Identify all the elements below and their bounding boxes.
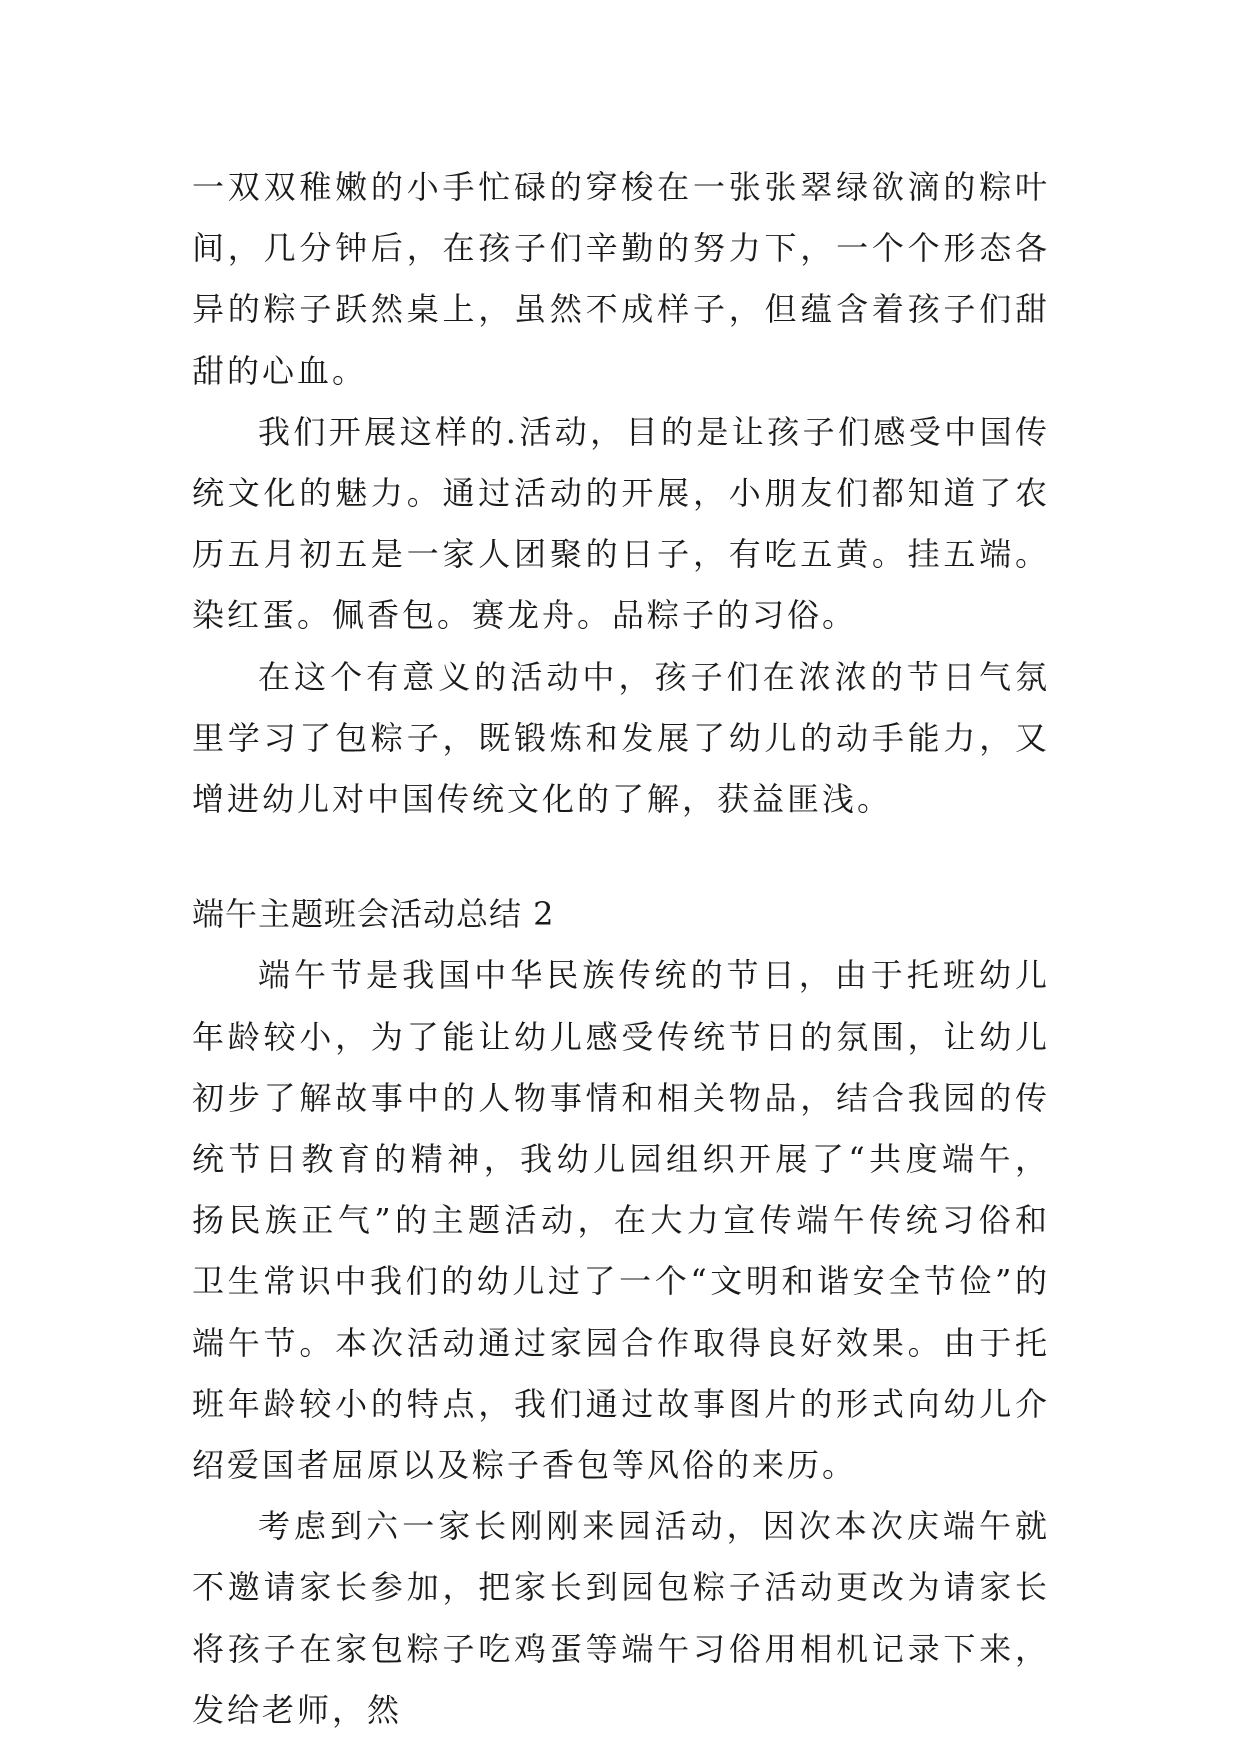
paragraph-activity-benefit: 在这个有意义的活动中，孩子们在浓浓的节日气氛里学习了包粽子，既锻炼和发展了幼儿的动手能力，又增进幼儿对中国传统文化的了解，获益匪浅。 [192, 657, 1050, 819]
paragraph-parent-participation: 考虑到六一家长刚刚来园活动，因次本次庆端午就不邀请家长参加，把家长到园包粽子活动更改为请家长将孩子在家包粽子吃鸡蛋等端午习俗用相机记录下来，发给老师，然 [192, 1507, 1050, 1729]
paragraph-festival-intro: 端午节是我国中华民族传统的节日，由于托班幼儿年龄较小，为了能让幼儿感受传统节日的氛围，让幼儿初步了解故事中的人物事情和相关物品，结合我园的传统节日教育的精神，我幼儿园组织开展了“共度端午，扬民族正气”的主题活动，在大力宣传端午传统习俗和卫生常识中我们的幼儿过了一个“文明和谐安全节俭”的端午节。本次活动通过家园合作取得良好效果。由于托班年龄较小的特点，我们通过故事图片的形式向幼儿介绍爱国者屈原以及粽子香包等风俗的来历。 [192, 956, 1050, 1485]
section-heading: 端午主题班会活动总结 2 [192, 895, 555, 934]
paragraph-activity-purpose: 我们开展这样的.活动，目的是让孩子们感受中国传统文化的魅力。通过活动的开展，小朋友们都知道了农历五月初五是一家人团聚的日子，有吃五黄。挂五端。染红蛋。佩香包。赛龙舟。品粽子的习俗。 [192, 412, 1050, 635]
document-body [192, 157, 1050, 1741]
paragraph-zongzi-making: 一双双稚嫩的小手忙碌的穿梭在一张张翠绿欲滴的粽叶间，几分钟后，在孩子们辛勤的努力下，一个个形态各异的粽子跃然桌上，虽然不成样子，但蕴含着孩子们甜甜的心血。 [192, 168, 1050, 390]
